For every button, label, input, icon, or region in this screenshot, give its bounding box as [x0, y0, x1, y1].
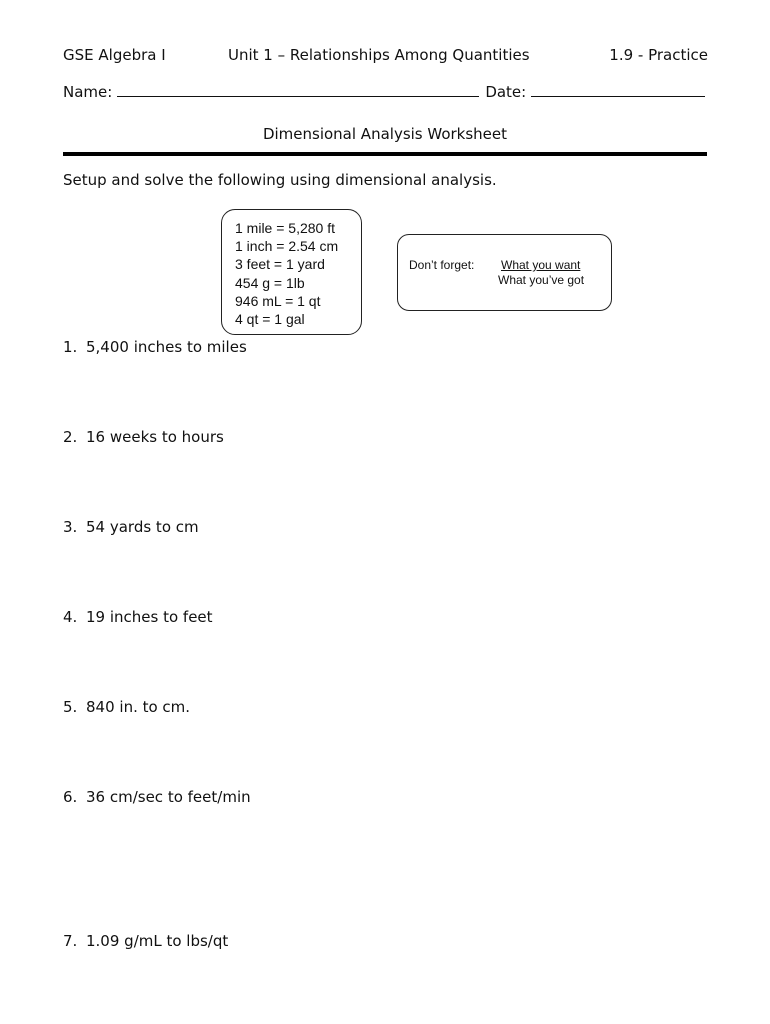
- conversion-item: 1 mile = 5,280 ft: [235, 220, 336, 236]
- problem-number: 5.: [63, 698, 78, 716]
- divider: [63, 152, 707, 156]
- problem-text: 1.09 g/mL to lbs/qt: [86, 932, 229, 950]
- problem-text: 5,400 inches to miles: [86, 338, 247, 356]
- problem-text: 19 inches to feet: [86, 608, 213, 626]
- conversion-box: [221, 209, 362, 335]
- unit-title: Unit 1 – Relationships Among Quantities: [228, 46, 530, 64]
- conversion-item: 4 qt = 1 gal: [235, 311, 305, 328]
- problem-text: 16 weeks to hours: [86, 428, 224, 446]
- conversion-item: 454 g = 1lb: [235, 274, 305, 291]
- course-title: GSE Algebra I: [63, 46, 166, 64]
- problem-number: 7.: [63, 932, 78, 950]
- reminder-box: [397, 234, 612, 311]
- instructions: Setup and solve the following using dimensional analysis.: [63, 171, 497, 189]
- problem-text: 36 cm/sec to feet/min: [86, 788, 251, 806]
- date-label: Date:: [485, 83, 527, 101]
- reminder-numerator: What you want: [501, 258, 581, 272]
- reminder-denominator: What you’ve got: [498, 273, 585, 287]
- conversion-item: 1 inch = 2.54 cm: [235, 238, 339, 255]
- problem-number: 2.: [63, 428, 78, 446]
- conversion-item: 3 feet = 1 yard: [235, 256, 325, 273]
- name-field[interactable]: [117, 80, 479, 97]
- problem-number: 1.: [63, 338, 78, 356]
- name-date-row: [63, 80, 707, 101]
- problem-item: [63, 608, 213, 626]
- worksheet-title: Dimensional Analysis Worksheet: [262, 125, 508, 143]
- problem-item: [63, 932, 228, 950]
- name-label: Name:: [63, 83, 113, 101]
- problem-item: [63, 518, 199, 536]
- practice-label: 1.9 - Practice: [609, 46, 708, 64]
- problem-text: 840 in. to cm.: [86, 698, 191, 716]
- date-field[interactable]: [531, 80, 705, 97]
- problem-number: 3.: [63, 518, 78, 536]
- reminder-label: Don’t forget:: [409, 258, 475, 272]
- problem-item: [63, 428, 224, 446]
- conversion-item: 946 mL = 1 qt: [235, 292, 321, 309]
- problem-item: [63, 338, 247, 356]
- problem-number: 6.: [63, 788, 78, 806]
- problem-text: 54 yards to cm: [86, 518, 199, 536]
- problem-number: 4.: [63, 608, 78, 626]
- problem-item: [63, 788, 251, 806]
- problem-item: [63, 698, 190, 716]
